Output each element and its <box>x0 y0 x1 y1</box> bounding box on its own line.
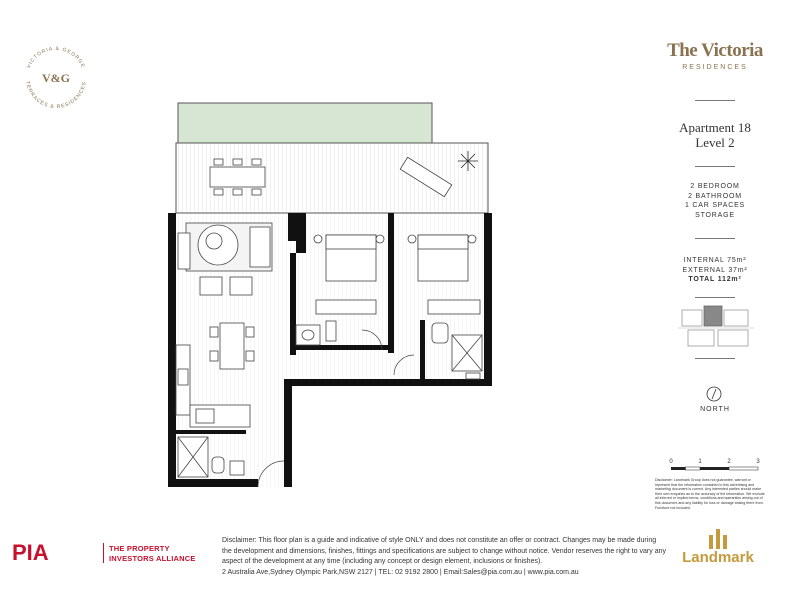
feature-item: STORAGE <box>695 211 735 219</box>
apartment-level: Level 2 <box>695 135 735 150</box>
vg-seal-logo <box>18 40 94 116</box>
landmark-wordmark: Landmark <box>682 549 754 566</box>
scale-tick-label: 2 <box>727 459 731 465</box>
key-plan-thumbnail <box>678 302 754 352</box>
seal-ring-bottom: TERRACES & RESIDENCES <box>24 80 88 111</box>
svg-text:TERRACES & RESIDENCES <box>24 81 88 110</box>
feature-item: 2 BEDROOM <box>690 183 740 190</box>
area-external: EXTERNAL 37m² <box>682 266 748 274</box>
feature-item: 1 CAR SPACES <box>684 202 746 209</box>
landmark-logo-icon <box>706 527 730 549</box>
seal-ring-top: VICTORIA & GEORGE <box>25 45 87 70</box>
scale-tick-label: 3 <box>756 459 760 465</box>
floor-plan <box>150 95 500 490</box>
apartment-title-block <box>640 120 790 150</box>
footer-disclaimer: Disclaimer: This floor plan is a guide and indicative of style ONLY and does not constitute an offer or contract. Changes may be made during the development and dimensions, finishes, fittings and specifications are subject to change without notice. Vendor reserves the right to vary any aspect of the development at any time (including any concept or design element, inclusions or finishes). <box>222 537 666 565</box>
divider <box>695 297 735 298</box>
potted-plant <box>458 151 478 171</box>
feature-list <box>640 182 790 220</box>
scale-tick-label: 1 <box>698 459 702 465</box>
divider <box>695 100 735 101</box>
scale-bar <box>660 455 770 477</box>
feature-item: 2 BATHROOM <box>688 192 742 200</box>
pia-tagline-line2: INVESTORS ALLIANCE <box>109 554 196 563</box>
outdoor-dining-set <box>210 159 265 195</box>
landmark-logo <box>668 527 768 567</box>
brand-block <box>640 40 790 71</box>
divider <box>695 238 735 239</box>
brand-subtitle: RESIDENCES <box>682 64 748 71</box>
area-total: TOTAL 112m² <box>688 276 742 283</box>
area-list <box>640 256 790 285</box>
pia-tagline-line1: THE PROPERTY <box>109 544 170 553</box>
pia-logo-wordmark: PIA <box>12 540 49 565</box>
north-label: NORTH <box>700 406 730 413</box>
brand-name: The Victoria <box>667 40 763 61</box>
garden-planter <box>178 103 432 143</box>
divider <box>103 543 104 563</box>
apartment-title: Apartment 18 <box>679 120 751 135</box>
seal-monogram: V&G <box>42 71 70 85</box>
north-compass-icon <box>706 386 722 402</box>
pia-logo <box>12 540 202 566</box>
area-internal: INTERNAL 75m² <box>683 257 747 264</box>
svg-text:VICTORIA & GEORGE <box>26 46 86 69</box>
divider <box>695 166 735 167</box>
divider <box>695 358 735 359</box>
scale-tick-label: 0 <box>669 459 673 465</box>
small-disclaimer: Disclaimer: Landmark Group does not guarantee, warrant or represent that the information contained in this advertising and marketing document is correct. Any interested parties should make their own enquiries as to the accuracy of the information. We exclude all inferred or implied terms, conditions and warranties arising out of this document and any liability for loss or damage arising there from. Furniture not included. <box>655 478 765 510</box>
footer-contact: 2 Australia Ave,Sydney Olympic Park,NSW 2127 | TEL: 02 9192 2800 | Email:Sales@pia.com.au | www.pia.com.au <box>222 569 579 576</box>
